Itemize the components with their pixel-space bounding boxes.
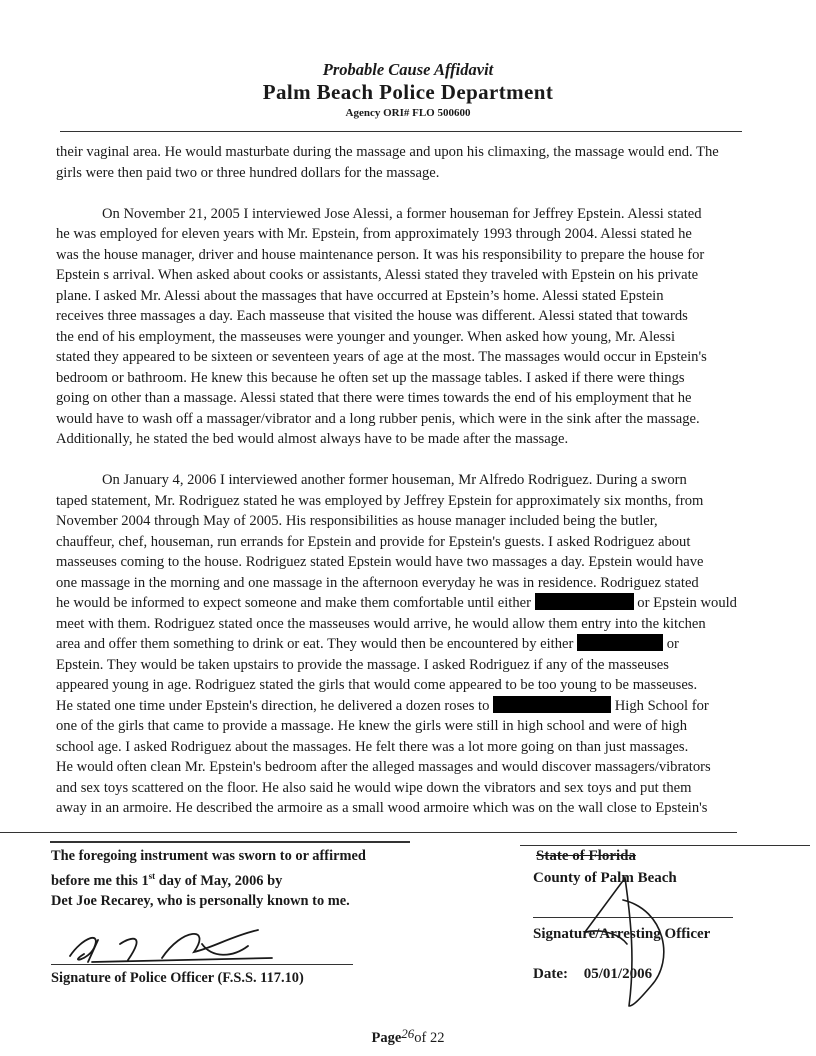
text-line: stated they appeared to be sixteen or seventeen years of age at the most. The massages would occur in Epstein's <box>56 349 707 365</box>
text-segment: or Epstein would <box>637 595 737 611</box>
text-line: receives three massages a day. Each masseuse that visited the house was different. Alessi stated that towards <box>56 308 688 324</box>
text-line: On January 4, 2006 I interviewed another former houseman, Mr Alfredo Rodriguez. During a sworn <box>102 472 687 488</box>
paragraph-alessi-interview <box>56 204 784 450</box>
sworn-statement-box <box>51 846 366 911</box>
text-line: one of the girls that came to provide a massage. He knew the girls were still in high school and were of high <box>56 718 688 734</box>
text-line: Epstein s arrival. When asked about cooks or assistants, Alessi stated they traveled with Epstein on his private <box>56 267 699 283</box>
paragraph-rodriguez-interview <box>56 470 784 819</box>
text-line: he was employed for eleven years with Mr. Epstein, from approximately 1993 through 2004. Alessi stated he <box>56 226 692 242</box>
narrative-body <box>56 142 784 819</box>
notary-signature-label: Signature of Police Officer (F.S.S. 117.10) <box>51 970 304 986</box>
redaction-bar <box>535 593 634 610</box>
state-label: State of Florida <box>536 848 636 864</box>
text-line: taped statement, Mr. Rodriguez stated he was employed by Jeffrey Epstein for approximately six months, from <box>56 492 704 509</box>
text-segment: High School for <box>614 697 709 714</box>
text-line: one massage in the morning and one massage in the afternoon everyday he was in residence. Rodriguez stated <box>56 574 699 591</box>
paragraph-continuation <box>56 142 784 183</box>
text-line: chauffeur, chef, houseman, run errands for Epstein and provide for Epstein's guests. I asked Rodriguez about <box>56 533 691 550</box>
text-line: He would often clean Mr. Epstein's bedroom after the alleged massages and would discover massagers/vibrators <box>56 759 711 775</box>
department-name: Palm Beach Police Department <box>262 80 554 104</box>
text-line: plane. I asked Mr. Alessi about the massages that have occurred at Epstein’s home. Alessi stated Epstein <box>56 287 664 304</box>
page-label: Page <box>371 1030 402 1046</box>
text-line: masseuses coming to the house. Rodriguez stated Epstein would have two massages a day. Epstein would have <box>56 554 704 570</box>
notary-signature-line <box>51 964 353 965</box>
text-line: and sex toys scattered on the floor. He also said he would wipe down the vibrators and sex toys and put them <box>56 779 692 796</box>
page-number <box>0 1026 816 1047</box>
handwritten-page-number: 26 <box>401 1026 415 1041</box>
sworn-line: The foregoing instrument was sworn to or affirmed <box>51 848 366 864</box>
text-segment: he would be informed to expect someone and make them comfortable until either <box>56 595 531 611</box>
text-line: was the house manager, driver and house maintenance person. It was his responsibility to prepare the house for <box>56 246 705 263</box>
text-line: November 2004 through May of 2005. His responsibilities as house manager included being the butler, <box>56 513 658 529</box>
county-label: County of Palm Beach <box>533 870 677 886</box>
text-line <box>56 634 784 655</box>
header-rule <box>60 131 742 132</box>
text-segment: area and offer them something to drink or eat. They would then be encountered by either <box>56 636 574 652</box>
notary-signature <box>62 918 302 970</box>
redaction-bar <box>577 634 663 651</box>
page-total: of 22 <box>414 1030 445 1046</box>
text-line: the end of his employment, the masseuses were younger and younger. When asked how young, Mr. Alessi <box>56 328 676 345</box>
date-label: Date: <box>533 966 568 982</box>
text-line: Epstein. They would be taken upstairs to provide the massage. I asked Rodriguez if any of the masseuses <box>56 656 669 673</box>
sworn-line: Det Joe Recarey, who is personally known to me. <box>51 892 350 909</box>
text-line: Additionally, he stated the bed would almost always have to be made after the massage. <box>56 431 569 447</box>
text-line: girls were then paid two or three hundred dollars for the massage. <box>56 164 440 181</box>
text-line <box>56 593 784 614</box>
text-segment: or <box>666 636 679 652</box>
text-line: would have to wash off a massager/vibrator and a long rubber penis, which were in the sink after the massage. <box>56 410 700 427</box>
text-line: bedroom or bathroom. He knew this because he often set up the massage tables. I asked if there were things <box>56 369 685 386</box>
sworn-text: day of May, 2006 by <box>155 872 283 889</box>
date-value: 05/01/2006 <box>583 966 653 982</box>
sworn-line <box>51 866 366 891</box>
ordinal-suffix: st <box>148 871 156 881</box>
text-line <box>56 696 784 717</box>
text-line: On November 21, 2005 I interviewed Jose Alessi, a former houseman for Jeffrey Epstein. Alessi stated <box>102 205 702 222</box>
text-segment: He stated one time under Epstein's direction, he delivered a dozen roses to <box>56 697 490 714</box>
affidavit-title: Probable Cause Affidavit <box>322 60 494 79</box>
text-line: school age. I asked Rodriguez about the massages. He felt there was a lot more going on than just massages. <box>56 738 689 755</box>
text-line: away in an armoire. He described the armoire as a small wood armoire which was on the wall close to Epstein's <box>56 800 708 816</box>
redaction-bar <box>493 696 611 713</box>
text-line: going on other than a massage. Alessi stated that there were times towards the end of his employment that he <box>56 390 692 406</box>
text-line: their vaginal area. He would masturbate during the massage and upon his climaxing, the massage would end. The <box>56 144 719 160</box>
sworn-text: before me this 1 <box>51 872 149 889</box>
officer-signature <box>565 860 685 1010</box>
text-line: meet with them. Rodriguez stated once the masseuses would arrive, he would allow them entry into the kitchen <box>56 615 706 632</box>
agency-ori: Agency ORI# FLO 500600 <box>345 107 471 119</box>
text-line: appeared young in age. Rodriguez stated the girls that would come appeared to be too young to be masseuses. <box>56 677 698 693</box>
footer-rule <box>0 832 737 833</box>
officer-signature-label: Signature/Arresting Officer <box>533 926 711 942</box>
sworn-box-rule <box>50 841 410 843</box>
